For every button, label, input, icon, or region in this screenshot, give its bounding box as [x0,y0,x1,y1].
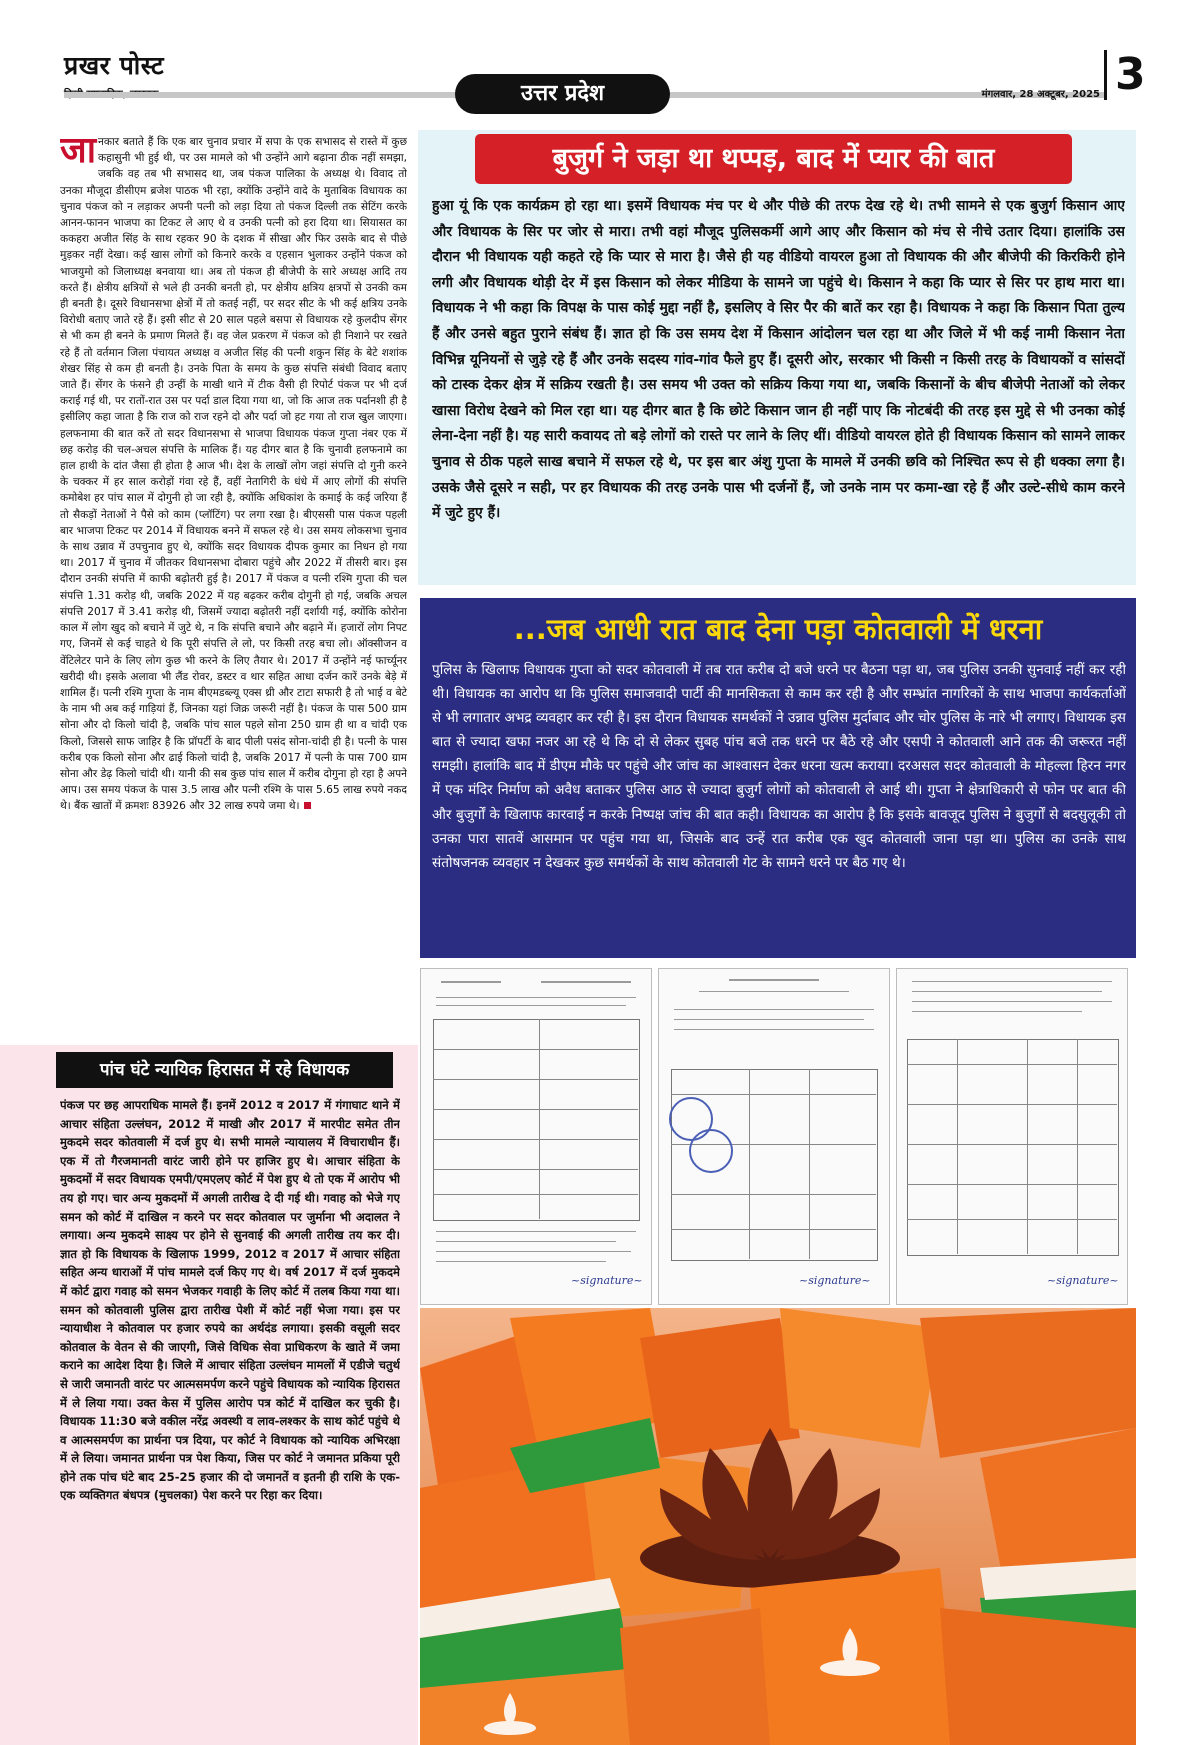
masthead-brand: प्रखर पोस्ट [64,51,165,80]
story1-text: हुआ यूं कि एक कार्यक्रम हो रहा था। इसमें विधायक मंच पर थे और पीछे की तरफ देख रहे थे। तभी सामने से एक बुजुर्ग किसान आए और विधायक के सिर पर जोर से मारा। तभी वहां मौजूद पुलिसकर्मी आगे आए और किसान को मंच से नीचे उतार दिया। हालांकि उस दौरान भी विधायक यही कहते रहे कि प्यार से मारा है। जैसे ही यह वीडियो वायरल हुआ तो विधायक की और बीजेपी की किरकिरी होने लगी और विधायक थोड़ी देर में इस किसान को लेकर मीडिया के सामने जा पहुंचे थे। किसान ने कहा कि प्यार से सिर पर हाथ मारा था। विधायक ने भी कहा कि विपक्ष के पास कोई मुद्दा नहीं है, इसलिए वे सिर पैर की बातें कर रहा है। विधायक ने कहा कि किसान पिता तुल्य हैं और उनसे बहुत पुराने संबंध हैं। ज्ञात हो कि उस समय देश में किसान आंदोलन चल रहा था और जिले में भी कई नामी किसान नेता विभिन्न यूनियनों से जुड़े रहे हैं और उनके सदस्य गांव-गांव फैले हुए हैं। दूसरी ओर, सरकार भी किसी न किसी तरह के विधायकों व सांसदों को टास्क देकर क्षेत्र में सक्रिय रखती है। उस समय भी उक्त को सक्रिय किया गया था, जबकि किसानों के बीच बीजेपी नेताओं को लेकर खासा विरोध देखने को मिल रहा था। यह दीगर बात है कि छोटे किसान जान ही नहीं पाए कि नोटबंदी की तरह इस मुद्दे से भी उनका कोई लेना-देना नहीं है। यह सारी कवायद तो बड़े लोगों को रास्ते पर लाने के लिए थीं। वीडियो वायरल होते ही विधायक किसान को सामने लाकर चुनाव से ठीक पहले साख बचाने में सफल रहे थे, पर इस बार अंशु गुप्ता के मामले में उनकी छवि को निश्चित रूप से ही धक्का लगा है। उसके जैसे दूसरे न सही, पर हर विधायक की तरह उनके पास भी दर्जनों हैं, जो उनके नाम पर कमा-खा रहे हैं और उल्टे-सीधे काम करने में जुटे हुए हैं। [432,198,1125,522]
end-mark [304,802,311,809]
affidavit-scan-3: ~signature~ [896,968,1128,1305]
page-number: 3 [1104,50,1146,100]
left-story [60,134,407,1040]
affidavit-scan-2: ~signature~ [658,968,890,1305]
sidebar-text: पंकज पर छह आपराधिक मामले हैं। इनमें 2012 व 2017 में गंगाघाट थाने में आचार संहिता उल्लंघन, 2012 में माखी और 2017 में मारपीट समेत तीन मुकदमे सदर कोतवाली में दर्ज हुए थे। सभी मामले न्यायालय में विचाराधीन हैं। एक में तो गैरजमानती वारंट जारी होने पर हाजिर हुए थे। आचार संहिता के मुकदमों में सदर विधायक एमपी/एमएलए कोर्ट में पेश हुए थे तो एक में आरोप भी तय हो गए। चार अन्य मुकदमों में अगली तारीख दे दी गई थी। गवाह को भेजे गए समन को कोर्ट में दाखिल न करने पर सदर कोतवाल पर जुर्माना भी अदालत ने लगाया। अन्य मुकदमे साक्ष्य पर होने से सुनवाई की अगली तारीख तय कर दी। ज्ञात हो कि विधायक के खिलाफ 1999, 2012 व 2017 में आचार संहिता सहित अन्य धाराओं में पांच मामले दर्ज किए गए थे। वर्ष 2017 में दर्ज मुकदमे में कोर्ट द्वारा गवाह को समन भेजकर गवाही के लिए कोर्ट में तलब किया गया था। समन को कोतवाली पुलिस द्वारा तारीख पेशी में कोर्ट नहीं भेजा गया। इस पर न्यायाधीश ने कोतवाल पर हजार रुपये का अर्थदंड लगाया। इसकी वसूली सदर कोतवाल के वेतन से की जाएगी, जिसे विधिक सेवा प्राधिकरण के खाते में जमा कराने का आदेश दिया है। जिले में आचार संहिता उल्लंघन मामलों में एडीजे चतुर्थ से जारी जमानती वारंट पर आत्मसमर्पण करने पहुंचे विधायक को न्यायिक हिरासत में ले लिया गया। उक्त केस में पुलिस आरोप पत्र कोर्ट में दाखिल कर चुकी है। विधायक 11:30 बजे वकील नरेंद्र अवस्थी व लाव-लश्कर के साथ कोर्ट पहुंचे थे व आत्मसमर्पण का प्रार्थना पत्र दिया, पर कोर्ट ने विधायक को न्यायिक अभिरक्षा में ले लिया। जमानत प्रार्थना पत्र पेश किया, जिस पर कोर्ट ने जमानत प्रकिया पूरी होने तक पांच घंटे बाद 25-25 हजार की दो जमानतें व इतनी ही राशि के एक-एक व्यक्तिगत बंधपत्र (मुचलका) पेश करने पर रिहा कर दिया। [60,1098,400,1503]
issue-date: मंगलवार, 28 अक्टूबर, 2025 [981,89,1100,100]
section-label: उत्तर प्रदेश [455,74,670,114]
sidebar-title: पांच घंटे न्यायिक हिरासत में रहे विधायक [56,1052,393,1088]
affidavit-scan-1: ~signature~ [420,968,652,1305]
story2-text: पुलिस के खिलाफ विधायक गुप्ता को सदर कोतवाली में तब रात करीब दो बजे धरने पर बैठना पड़ा था, जब पुलिस उनकी सुनवाई नहीं कर रही थी। विधायक का आरोप था कि पुलिस समाजवादी पार्टी की मानसिकता से काम कर रही है और सम्भ्रांत नागरिकों के साथ भाजपा कार्यकर्ताओं से भी लगातार अभद्र व्यवहार कर रही है। इस दौरान विधायक समर्थकों ने उन्नाव पुलिस मुर्दाबाद और चोर पुलिस के नारे भी लगाए। विधायक इस बात से ज्यादा खफा नजर आ रहे थे कि दो से लेकर सुबह पांच बजे तक धरने पर बैठे रहे और एसपी ने कोतवाली आने तक की जरूरत नहीं समझी। हालांकि बाद में डीएम मौके पर पहुंचे और जांच का आश्वासन देकर धरना खत्म कराया। दरअसल सदर कोतवाली के मोहल्ला हिरन नगर में एक मंदिर निर्माण को अवैध बताकर पुलिस आठ से ज्यादा बुजुर्ग लोगों को कोतवाली ले आई थी। गुप्ता ने क्षेत्राधिकारी से फोन पर बात की और बुजुर्गों के खिलाफ कारवाई न करके निष्पक्ष जांच की बात कही। विधायक का आरोप है कि इसके बावजूद पुलिस ने बुजुर्गों से बदसुलूकी तो उनका पारा सातवें आसमान पर पहुंच गया था, जिसके बाद उन्हें रात करीब एक खुद कोतवाली जाना पड़ा था। पुलिस का उनके साथ संतोषजनक व्यवहार न देखकर कुछ समर्थकों के साथ कोतवाली गेट के सामने धरने पर बैठ गए थे। [432,662,1126,871]
dropcap: जा [60,134,97,171]
story1-title: बुजुर्ग ने जड़ा था थप्पड़, बाद में प्यार की बात [475,134,1072,184]
story2-title: ...जब आधी रात बाद देना पड़ा कोतवाली में धरना [513,612,1043,646]
lotus-flag-photo [420,1308,1136,1745]
left-story-text: नकार बताते हैं कि एक बार चुनाव प्रचार में सपा के एक सभासद से रास्ते में कुछ कहासुनी भी हुई थी, पर उस मामले को भी उन्होंने आगे बढ़ाना ठीक नहीं समझा, जबकि वह तब भी सभासद था, जब पंकज पालिका के अध्यक्ष थे। विवाद तो उनका मौजूदा डीसीएम ब्रजेश पाठक भी रहा, क्योंकि उन्होंने वादे के मुताबिक विधायक का चुनाव पंकज को न लड़ाकर अपनी पत्नी को लड़ा दिया तो पंकज दिल्ली तक सेटिंग करके आनन-फानन भाजपा का टिकट ले आए थे व उनकी पत्नी को हरा दिया था। सियासत का ककहरा अजीत सिंह के साथ रहकर 90 के दशक में सीखा और फिर उसके बाद से पीछे मुड़कर नहीं देखा। कई खास लोगों को किनारे करके व एहसान भुलाकर उन्होंने पंकज को भाजयुमो को जिलाध्यक्ष बनवाया था। अब तो पंकज ही बीजेपी के सारे अध्यक्ष आदि तय करते हैं। क्षेत्रीय क्षत्रियों से भले ही उनकी बनती हो, पर क्षेत्रीय क्षत्रिय क्षत्रपों से उनकी कम ही बनती है। दूसरे विधानसभा क्षेत्रों में तो कतई नहीं, पर सदर सीट के भी कई क्षत्रिय उनके विरोधी बताए जाते रहे हैं। इसी सीट से 20 साल पहले बसपा से विधायक रहे कुलदीप सेंगर से भी कम ही बनने के प्रमाण मिलते हैं। वह जेल प्रकरण में पंकज को ही निशाने पर रखते रहे हैं तो वर्तमान जिला पंचायत अध्यक्ष व अजीत सिंह की पत्नी शकुन सिंह के बेटे शशांक शेखर सिंह से कम ही बनती है। उनके पिता के समय के कुछ संपत्ति संबंधी विवाद बताए जाते हैं। सेंगर के फंसने ही उन्हीं के माखी थाने में टीक वैसी ही रिपोर्ट पंकज पर भी दर्ज कराई गई थी, पर रातों-रात उस पर पर्दा डाल दिया गया था, जो कि आज तक पर्दानशी ही है इसीलिए कहा जाता है कि राज को राज रहने दो और पर्दा जो हट गया तो राज खुल जाएगा। हलफनामा की बात करें तो सदर विधानसभा से भाजपा विधायक पंकज गुप्ता नंबर एक में छह करोड़ की चल-अचल संपत्ति के मालिक हैं। यह दीगर बात है कि चुनावी हलफनामे का हाल हाथी के दांत जैसा ही होता है आज भी। देश के लाखों लोग जहां संपत्ति दो गुनी करने के चक्कर में हर साल करोड़ों गंवा रहे हैं, वहीं नेतागिरी के धंधे में आए लोगों की संपत्ति कमोबेश हर पांच साल में दोगुनी हो जा रही है, क्योंकि अधिकांश के कमाई के कई जरिया हैं तो सैकड़ों नेताओं ने पैसे को काम (प्लॉटिंग) पर लगा रखा है। बीएससी पास पंकज पहली बार भाजपा टिकट पर 2014 में विधायक बनने में सफल रहे थे। उस समय लोकसभा चुनाव के साथ उन्नाव में उपचुनाव हुए थे, क्योंकि सदर विधायक दीपक कुमार का निधन हो गया था। 2017 में चुनाव में जीतकर विधानसभा दोबारा पहुंचे और 2022 में तीसरी बार। इस दौरान उनकी संपत्ति में काफी बढ़ोतरी हुई है। 2017 में पंकज व पत्नी रश्मि गुप्ता की चल संपत्ति 1.31 करोड़ थी, जबकि 2022 में यह बढ़कर करीब दोगुनी हो गई, जबकि अचल संपत्ति 2017 में 3.41 करोड़ थी, जिसमें ज्यादा बढ़ोतरी नहीं दर्शायी गई, क्योंकि कोरोना काल में लोग खुद को बचाने में जुटे थे, न कि संपत्ति बचाने और बढ़ाने में। हजारों लोग निपट गए, जिनमें से कई चाहते थे कि पूरी संपत्ति ले लो, पर किसी तरह बचा लो। ऑक्सीजन व वेंटिलेटर पाने के लिए लोग कुछ भी करने के लिए तैयार थे। 2017 में उन्होंने नई फार्च्यूनर खरीदी थी। इसके अलावा भी लैंड रोवर, डस्टर व थार सहित आधा दर्जन कारें उनके बेड़े में शामिल हैं। पत्नी रश्मि गुप्ता के नाम बीएमडब्ल्यू एक्स थ्री और टाटा सफारी है तो भाई व बेटे के नाम भी अब कई गाड़ियां हैं, जिनका यहां जिक्र जरूरी नहीं है। पंकज के पास 500 ग्राम सोना और दो किलो चांदी है, जबकि पांच साल पहले सोना 250 ग्राम ही था व चांदी एक किलो, जिससे साफ जाहिर है कि प्रॉपर्टी के बाद पीली पसंद सोना-चांदी ही है। पत्नी के पास करीब एक किलो सोना और ढाई किलो चांदी है, जबकि 2017 में पत्नी के पास 700 ग्राम सोना और डेढ़ किलो चांदी थी। यानी की सब कुछ पांच साल में करीब दोगुना हो रहा है अपने आप। उस समय पंकज के पास 3.5 लाख और पत्नी रश्मि के पास 5.65 लाख रुपये नकद थे। बैंक खातों में क्रमशः 83926 और 32 लाख रुपये जमा थे। [60,136,407,813]
